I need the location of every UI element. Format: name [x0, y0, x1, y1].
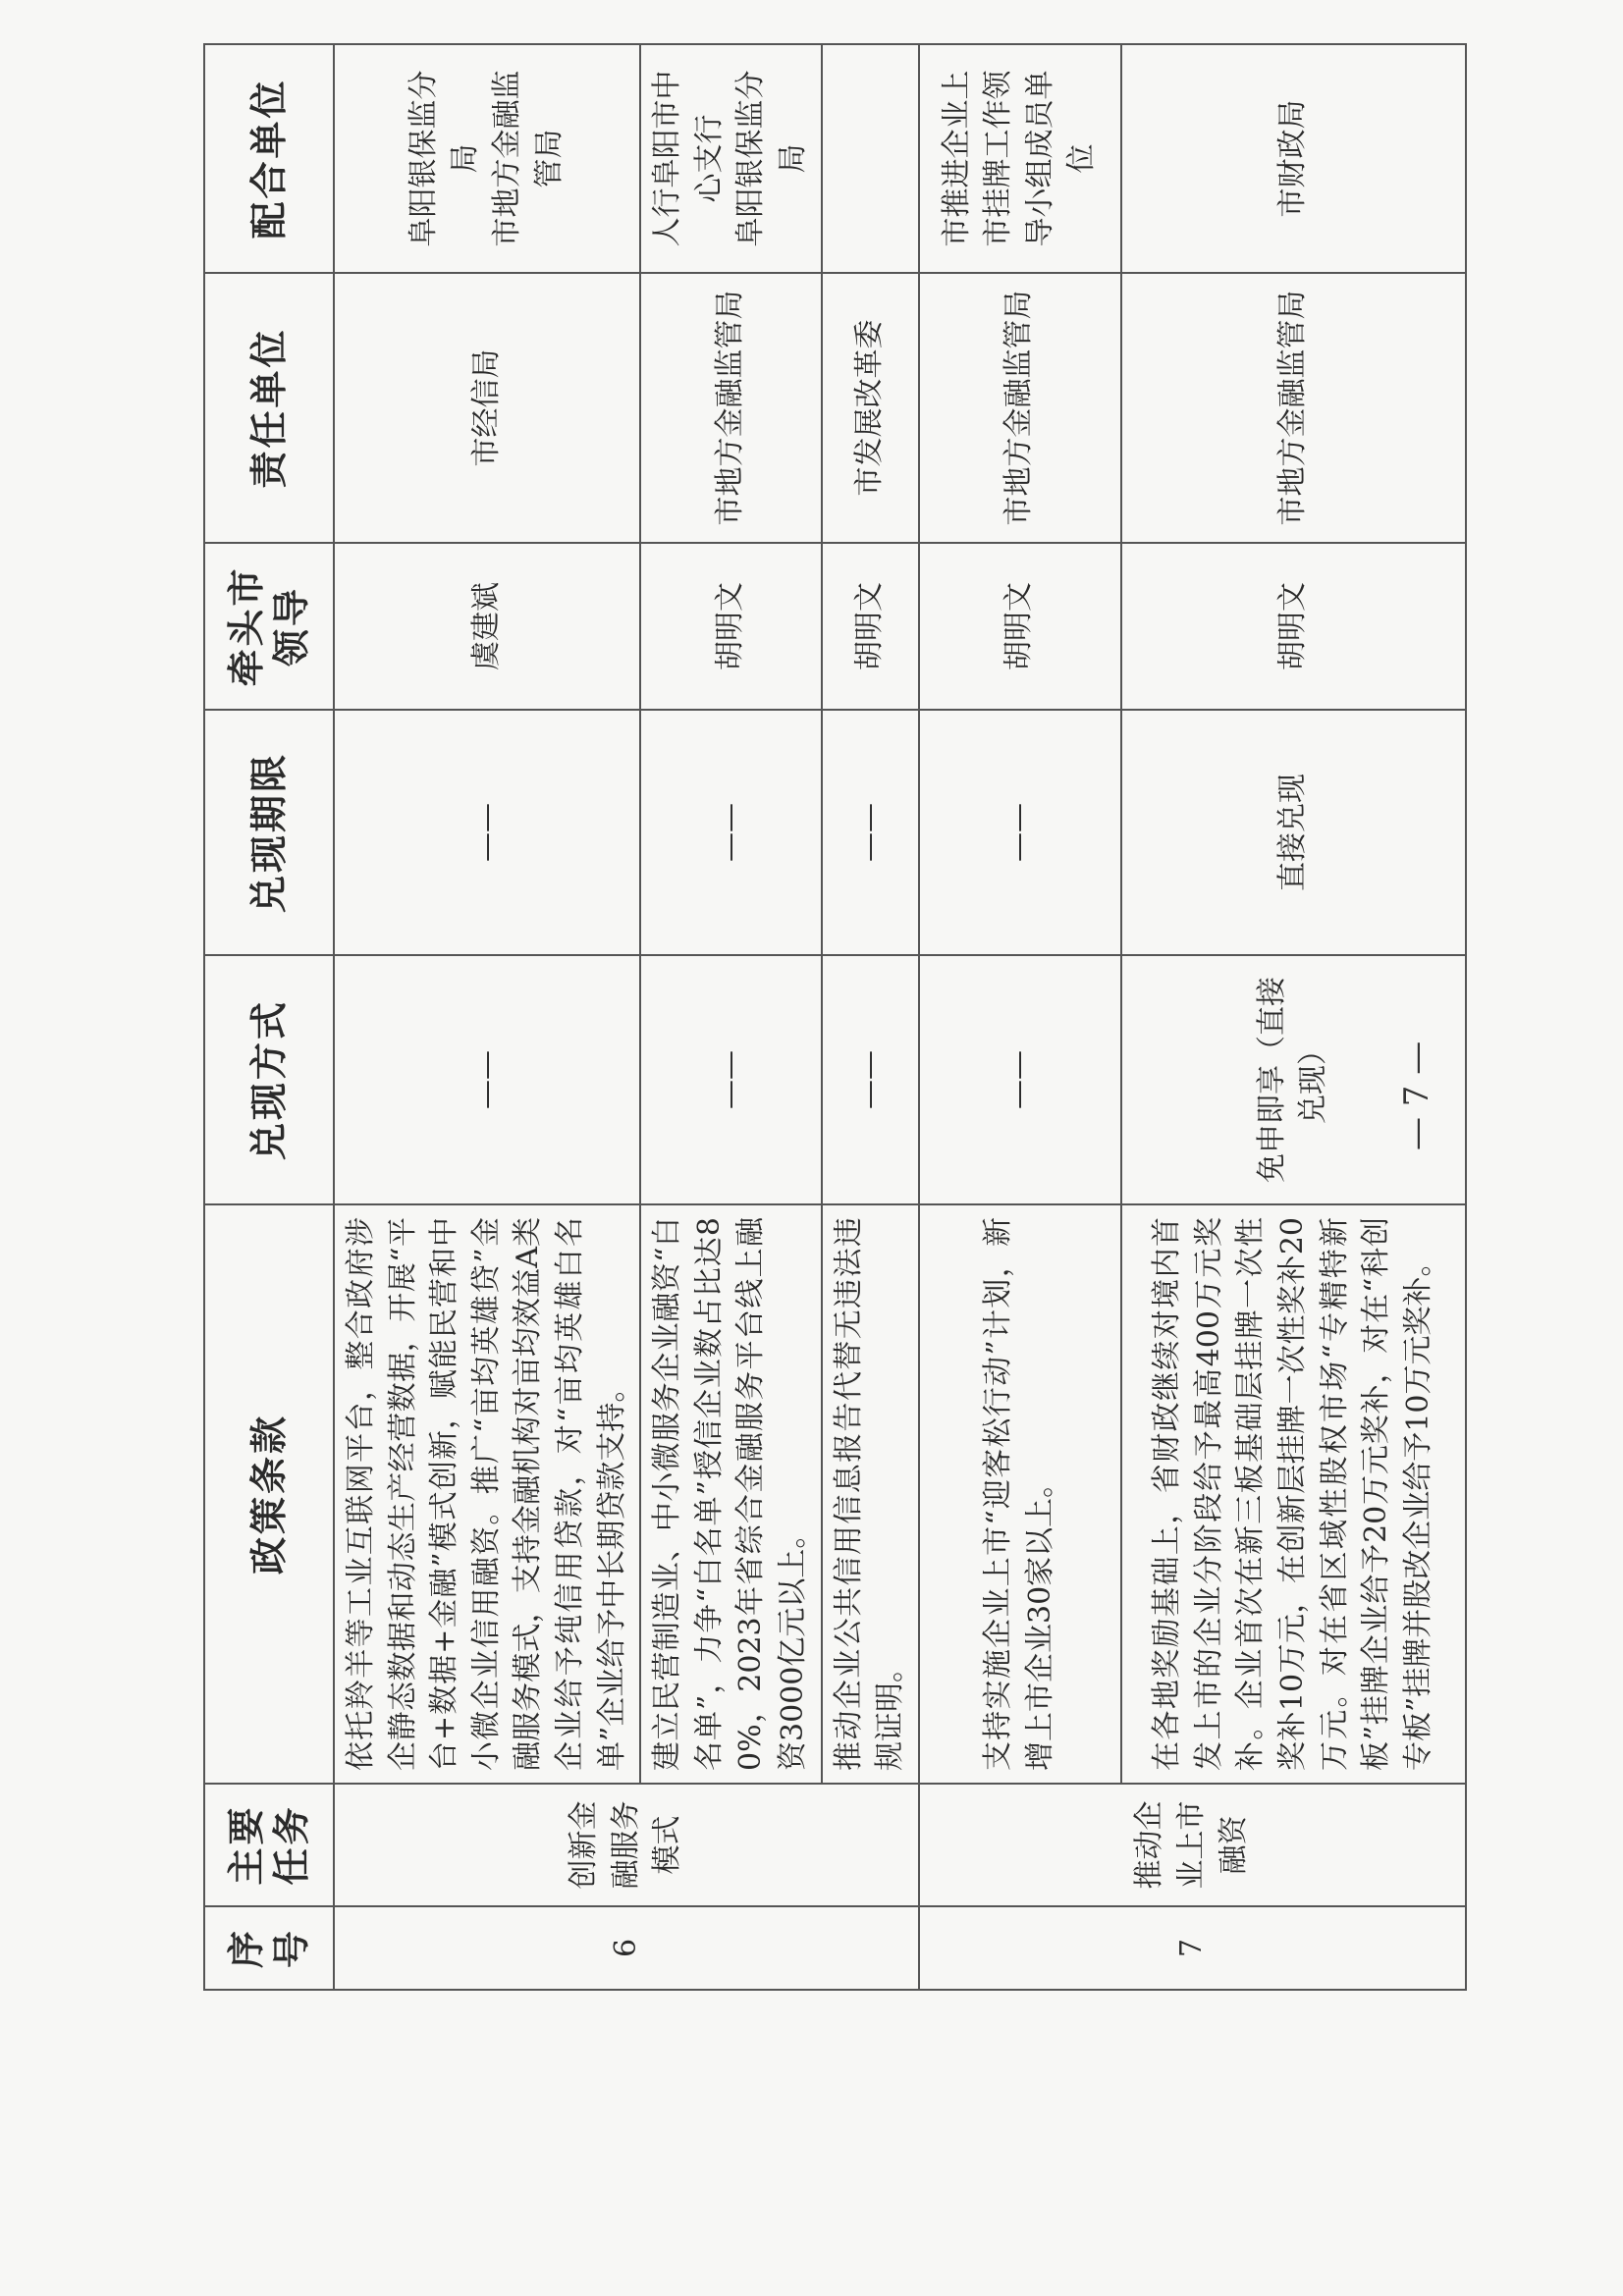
group-7-task: 推动企业上市融资 — [919, 1784, 1466, 1906]
row-responsible: 市发展改革委 — [822, 273, 919, 543]
row-leader: 胡明文 — [1121, 543, 1466, 710]
table-row — [1121, 44, 1466, 1990]
header-seq: 序号 — [204, 1906, 334, 1990]
page-number: — 7 — — [1397, 1041, 1436, 1150]
row-cooperate — [822, 44, 919, 273]
row-method: —— — [640, 955, 821, 1204]
header-responsible: 责任单位 — [204, 273, 334, 543]
row-cooperate: 市推进企业上市挂牌工作领导小组成员单位 — [919, 44, 1121, 273]
policy-table — [203, 43, 1467, 1991]
header-cooperate: 配合单位 — [204, 44, 334, 273]
row-leader: 虞建斌 — [334, 543, 640, 710]
group-6-task: 创新金融服务模式 — [334, 1784, 919, 1906]
row-clause: 建立民营制造业、中小微服务企业融资“白名单”，力争“白名单”授信企业数占比达80%，2023年省综合金融服务平台线上融资3000亿元以上。 — [640, 1204, 821, 1784]
row-period: —— — [919, 710, 1121, 955]
row-leader: 胡明文 — [640, 543, 821, 710]
row-period: —— — [334, 710, 640, 955]
row-clause: 推动企业公共信用信息报告代替无违法违规证明。 — [822, 1204, 919, 1784]
row-cooperate: 阜阳银保监分局 市地方金融监管局 — [334, 44, 640, 273]
row-method: —— — [822, 955, 919, 1204]
group-7-seq: 7 — [919, 1906, 1466, 1990]
table-row — [640, 44, 821, 1990]
header-task: 主要任务 — [204, 1784, 334, 1906]
row-clause: 支持实施企业上市“迎客松行动”计划，新增上市企业30家以上。 — [919, 1204, 1121, 1784]
row-method: —— — [334, 955, 640, 1204]
row-responsible: 市地方金融监管局 — [919, 273, 1121, 543]
table-row — [334, 44, 640, 1990]
table-row — [919, 44, 1121, 1990]
group-6-seq: 6 — [334, 1906, 919, 1990]
row-method: —— — [919, 955, 1121, 1204]
table-header-row — [204, 44, 334, 1990]
table-row — [822, 44, 919, 1990]
row-cooperate: 市财政局 — [1121, 44, 1466, 273]
row-leader: 胡明文 — [822, 543, 919, 710]
row-responsible: 市经信局 — [334, 273, 640, 543]
row-leader: 胡明文 — [919, 543, 1121, 710]
policy-table-page — [203, 70, 1435, 1991]
header-clause: 政策条款 — [204, 1204, 334, 1784]
header-leader: 牵头市领导 — [204, 543, 334, 710]
row-period: —— — [640, 710, 821, 955]
row-cooperate: 人行阜阳市中心支行 阜阳银保监分局 — [640, 44, 821, 273]
row-period: 直接兑现 — [1121, 710, 1466, 955]
row-responsible: 市地方金融监管局 — [640, 273, 821, 543]
row-clause: 在各地奖励基础上，省财政继续对境内首发上市的企业分阶段给予最高400万元奖补。企业首次在新三板基础层挂牌一次性奖补10万元，在创新层挂牌一次性奖补20万元。对在省区域性股权市场“专精特新板”挂牌企业给予20万元奖补，对在“科创专板”挂牌并股改企业给予10万元奖补。 — [1121, 1204, 1466, 1784]
header-period: 兑现期限 — [204, 710, 334, 955]
row-method: 免申即享（直接兑现） — [1121, 955, 1466, 1204]
row-clause: 依托羚羊等工业互联网平台，整合政府涉企静态数据和动态生产经营数据，开展“平台+数据+金融”模式创新，赋能民营和中小微企业信用融资。推广“亩均英雄贷”金融服务模式，支持金融机构对亩均效益A类企业给予纯信用贷款，对“亩均英雄白名单”企业给予中长期贷款支持。 — [334, 1204, 640, 1784]
row-responsible: 市地方金融监管局 — [1121, 273, 1466, 543]
row-period: —— — [822, 710, 919, 955]
header-method: 兑现方式 — [204, 955, 334, 1204]
